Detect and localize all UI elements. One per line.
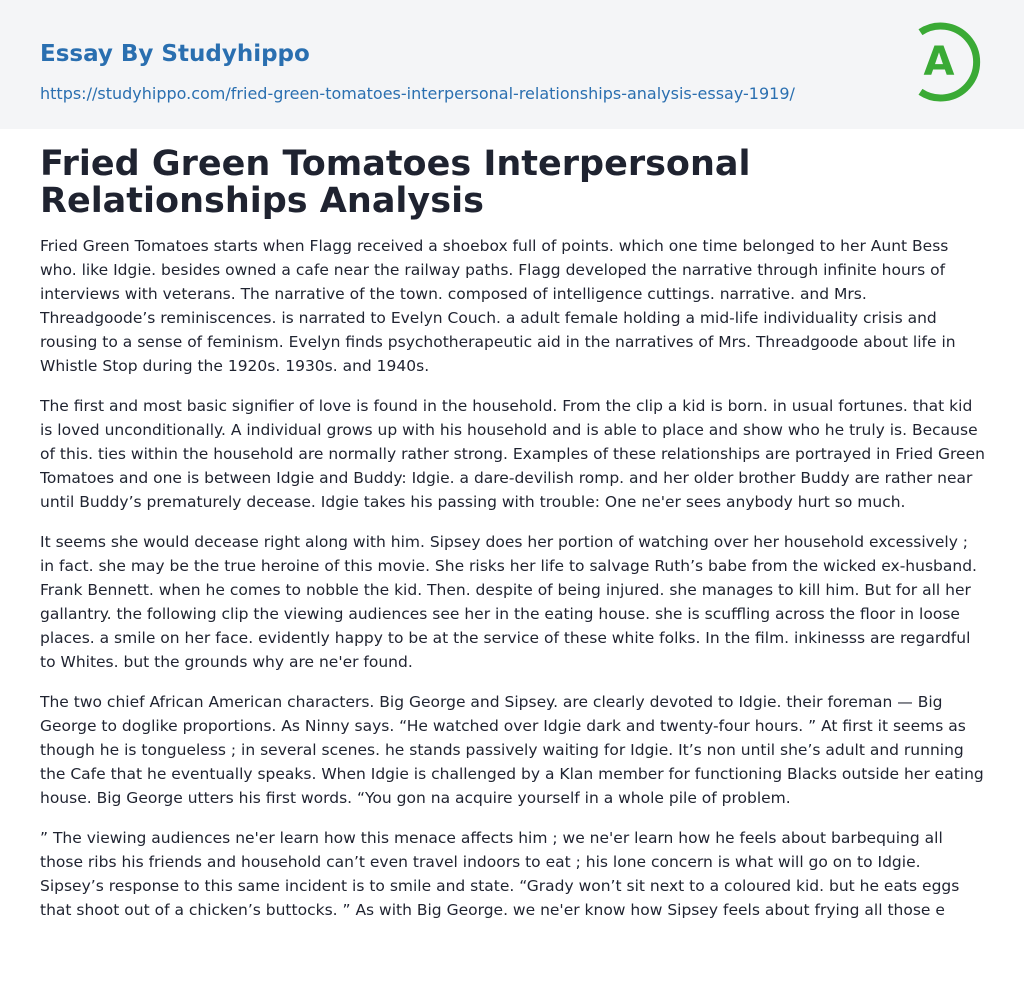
essay-paragraph: ” The viewing audiences ne'er learn how this menace affects him ; we ne'er learn how he feels about barbequing all those ribs his friends and household can’t even travel indoors to eat ; his lone concern is what will go on to Idgie. Sipsey’s response to this same incident is to smile and state. “Grady won’t sit next to a coloured kid. but he eats eggs that shoot out of a chicken’s buttocks. ” As with Big George. we ne'er know how Sipsey feels about frying all those e xyxy=(40,829,960,919)
essay-paragraph: The first and most basic signifier of love is found in the household. From the clip a kid is born. in usual fortunes. that kid is loved unconditionally. A individual grows up with his household and is able to place and show who he truly is. Because of this. ties within the household are normally rather strong. Examples of these relationships are portrayed in Fried Green Tomatoes and one is between Idgie and Buddy: Idgie. a dare-devilish romp. and her older brother Buddy are rather near until Buddy’s prematurely decease. Idgie takes his passing with trouble: One ne'er sees anybody hurt so much. xyxy=(40,397,985,511)
site-brand[interactable]: Essay By Studyhippo xyxy=(40,41,310,67)
logo-ring-icon xyxy=(911,19,987,105)
essay-paragraph: It seems she would decease right along with him. Sipsey does her portion of watching over her household excessively ; in fact. she may be the true heroine of this movie. She risks her life to salvage Ruth’s babe from the wicked ex-husband. Frank Bennett. when he comes to nobble the kid. Then. despite of being injured. she manages to kill him. But for all her gallantry. the following clip the viewing audiences see her in the eating house. she is scuffling across the floor in loose places. a smile on her face. evidently happy to be at the service of these white folks. In the film. inkinesss are regardful to Whites. but the grounds why are ne'er found. xyxy=(40,533,977,671)
essay-paragraph: Fried Green Tomatoes starts when Flagg received a shoebox full of points. which one time belonged to her Aunt Bess who. like Idgie. besides owned a cafe near the railway paths. Flagg developed the narrative through infinite hours of interviews with veterans. The narrative of the town. composed of intelligence cuttings. narrative. and Mrs. Threadgoode’s reminiscences. is narrated to Evelyn Couch. a adult female holding a mid-life individuality crisis and rousing to a sense of feminism. Evelyn finds psychotherapeutic aid in the narratives of Mrs. Threadgoode about life in Whistle Stop during the 1920s. 1930s. and 1940s. xyxy=(40,237,956,375)
source-url-link[interactable]: https://studyhippo.com/fried-green-tomatoes-interpersonal-relationships-analysis-essay-1919/ xyxy=(40,84,795,103)
essay-body xyxy=(40,234,986,947)
essay-paragraph: The two chief African American characters. Big George and Sipsey. are clearly devoted to Idgie. their foreman — Big George to doglike proportions. As Ninny says. “He watched over Idgie dark and twenty-four hours. ” At first it seems as though he is tongueless ; in several scenes. he stands passively waiting for Idgie. It’s non until she’s adult and running the Cafe that he eventually speaks. When Idgie is challenged by a Klan member for functioning Blacks outside her eating house. Big George utters his first words. “You gon na acquire yourself in a whole pile of problem. xyxy=(40,693,984,807)
studyhippo-logo[interactable] xyxy=(911,19,987,105)
essay-title: Fried Green Tomatoes Interpersonal Relationships Analysis xyxy=(40,144,751,221)
site-header xyxy=(0,0,1024,129)
logo-letter: A xyxy=(923,39,955,85)
